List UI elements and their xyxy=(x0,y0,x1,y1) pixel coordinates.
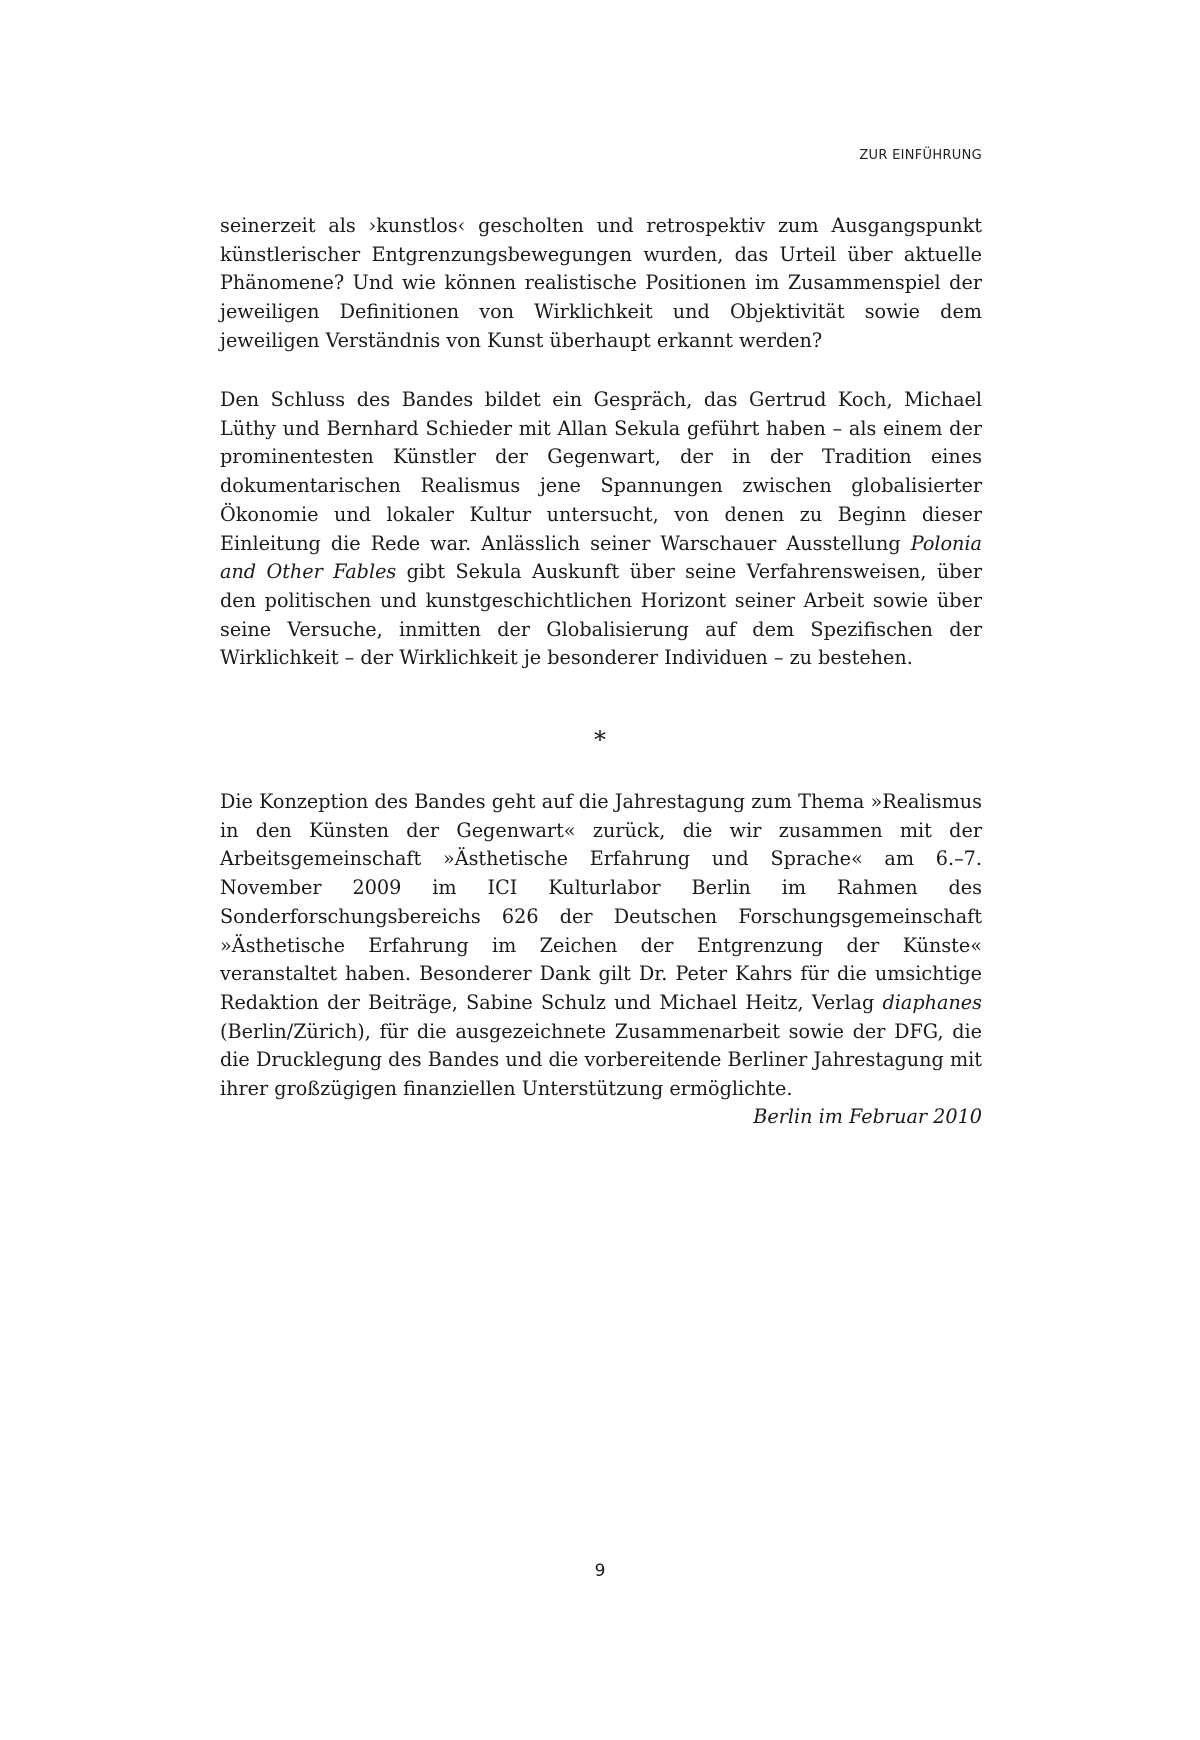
exhibition-title: Polonia and Other Fables xyxy=(220,531,982,584)
paragraph-2-text xyxy=(220,386,982,673)
paragraph-1-text: seinerzeit als ›kunstlos‹ gescholten und retrospektiv zum Ausgangspunkt künstlerischer Entgrenzungsbewegungen wurden, das Urteil über aktuelle Phänomene? Und wie können realistische Positionen im Zusammenspiel der jeweiligen Definitionen von Wirklichkeit und Objektivität sowie dem jeweiligen Verständnis von Kunst überhaupt erkannt werden? xyxy=(220,214,982,352)
place-date-signature: Berlin im Februar 2010 xyxy=(753,1105,982,1128)
paragraph-3-part1: Die Konzeption des Bandes geht auf die Jahrestagung zum Thema »Realismus in den Künsten der Gegenwart« zurück, die wir zusammen mit der Arbeitsgemeinschaft »Ästhetische Erfahrung und Sprache« am 6.–7. November 2009 im ICI Kulturlabor Berlin im Rahmen des Sonderforschungsbereichs 626 der Deutschen Forschungsgemeinschaft »Ästhetische Erfahrung im Zeichen der Entgrenzung der Künste« veranstaltet haben. Besonderer Dank gilt Dr. Peter Kahrs für die umsichtige Redaktion der Beiträge, Sabine Schulz und Michael Heitz, Verlag xyxy=(220,790,982,1014)
paragraph-2-part2: gibt Sekula Auskunft über seine Verfahrensweisen, über den politischen und kunstgeschichtlichen Horizont seiner Arbeit sowie über seine Versuche, inmitten der Globalisierung auf dem Spezifischen der Wirklichkeit – der Wirklichkeit je besonderer Individuen – zu bestehen. xyxy=(220,560,982,670)
paragraph-2 xyxy=(220,386,982,673)
paragraph-1 xyxy=(220,212,982,356)
running-head: ZUR EINFÜHRUNG xyxy=(859,148,982,163)
section-separator: * xyxy=(594,726,606,754)
page-number: 9 xyxy=(594,1561,606,1581)
publisher-name: diaphanes xyxy=(882,990,982,1014)
paragraph-3 xyxy=(220,788,982,1104)
paragraph-3-part2: (Berlin/Zürich), für die ausgezeichnete Zusammenarbeit sowie der DFG, die die Drucklegung des Bandes und die vorbereitende Berliner Jahrestagung mit ihrer großzügigen finanziellen Unterstützung ermöglichte. xyxy=(220,1019,982,1101)
paragraph-2-part1: Den Schluss des Bandes bildet ein Gespräch, das Gertrud Koch, Michael Lüthy und Bernhard Schieder mit Allan Sekula geführt haben – als einem der prominentesten Künstler der Gegenwart, der in der Tradition eines dokumentarischen Realismus jene Spannungen zwischen globalisierter Ökonomie und lokaler Kultur untersucht, von denen zu Beginn dieser Einleitung die Rede war. Anlässlich seiner Warschauer Ausstellung xyxy=(220,388,982,555)
paragraph-3-text xyxy=(220,788,982,1104)
